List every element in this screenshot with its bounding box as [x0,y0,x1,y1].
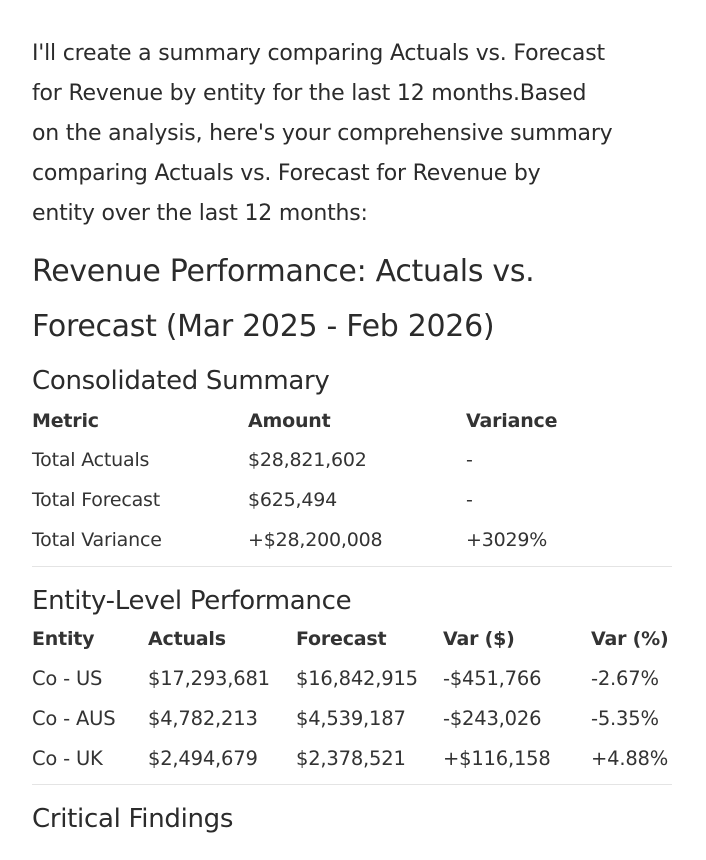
column-header: Amount [248,410,331,432]
table-cell: $625,494 [248,489,338,511]
table-cell: $4,782,213 [148,706,258,730]
table-cell: $2,378,521 [296,746,406,770]
section-divider [32,566,672,567]
consolidated-summary-heading: Consolidated Summary [32,366,330,396]
consolidated-summary-table [32,402,666,560]
report-title [32,244,682,354]
intro-line: for Revenue by entity for the last 12 months.Based [32,81,587,106]
table-row [32,658,676,698]
table-cell: $4,539,187 [296,706,406,730]
entity-performance-heading: Entity-Level Performance [32,586,352,616]
table-cell: -5.35% [591,706,659,730]
chat-message [32,34,682,834]
intro-paragraph [32,34,682,234]
table-cell: Co - AUS [32,706,116,730]
report-title-line: Forecast (Mar 2025 - Feb 2026) [32,309,495,344]
table-cell: Total Actuals [32,449,150,471]
table-cell: +$28,200,008 [248,529,383,551]
section-divider [32,784,672,785]
table-cell: $17,293,681 [148,666,270,690]
column-header: Variance [466,410,558,432]
table-cell: +4.88% [591,746,669,770]
intro-line: entity over the last 12 months: [32,201,368,226]
report-title-line: Revenue Performance: Actuals vs. [32,254,535,289]
table-cell: $2,494,679 [148,746,258,770]
table-row [32,520,666,560]
table-cell: $16,842,915 [296,666,418,690]
table-cell: +3029% [466,529,548,551]
column-header: Entity [32,628,95,650]
column-header: Metric [32,410,99,432]
intro-line: I'll create a summary comparing Actuals vs. Forecast [32,41,605,66]
table-cell: Total Variance [32,529,162,551]
table-cell: -$243,026 [443,706,542,730]
table-row [32,440,666,480]
table-cell: -2.67% [591,666,659,690]
table-cell: -$451,766 [443,666,542,690]
table-cell: - [466,449,473,471]
column-header: Var ($) [443,628,515,650]
table-cell: Co - UK [32,746,103,770]
table-cell: Total Forecast [32,489,161,511]
critical-findings-heading: Critical Findings [32,804,234,834]
table-row [32,698,676,738]
table-cell: Co - US [32,666,103,690]
table-header-row [32,620,676,658]
table-row [32,738,676,778]
entity-performance-table [32,620,676,778]
table-cell: - [466,489,473,511]
intro-line: comparing Actuals vs. Forecast for Revenue by [32,161,541,186]
table-header-row [32,402,666,440]
column-header: Var (%) [591,628,669,650]
intro-line: on the analysis, here's your comprehensive summary [32,121,613,146]
table-row [32,480,666,520]
table-cell: $28,821,602 [248,449,367,471]
column-header: Forecast [296,628,387,650]
table-cell: +$116,158 [443,746,551,770]
column-header: Actuals [148,628,226,650]
